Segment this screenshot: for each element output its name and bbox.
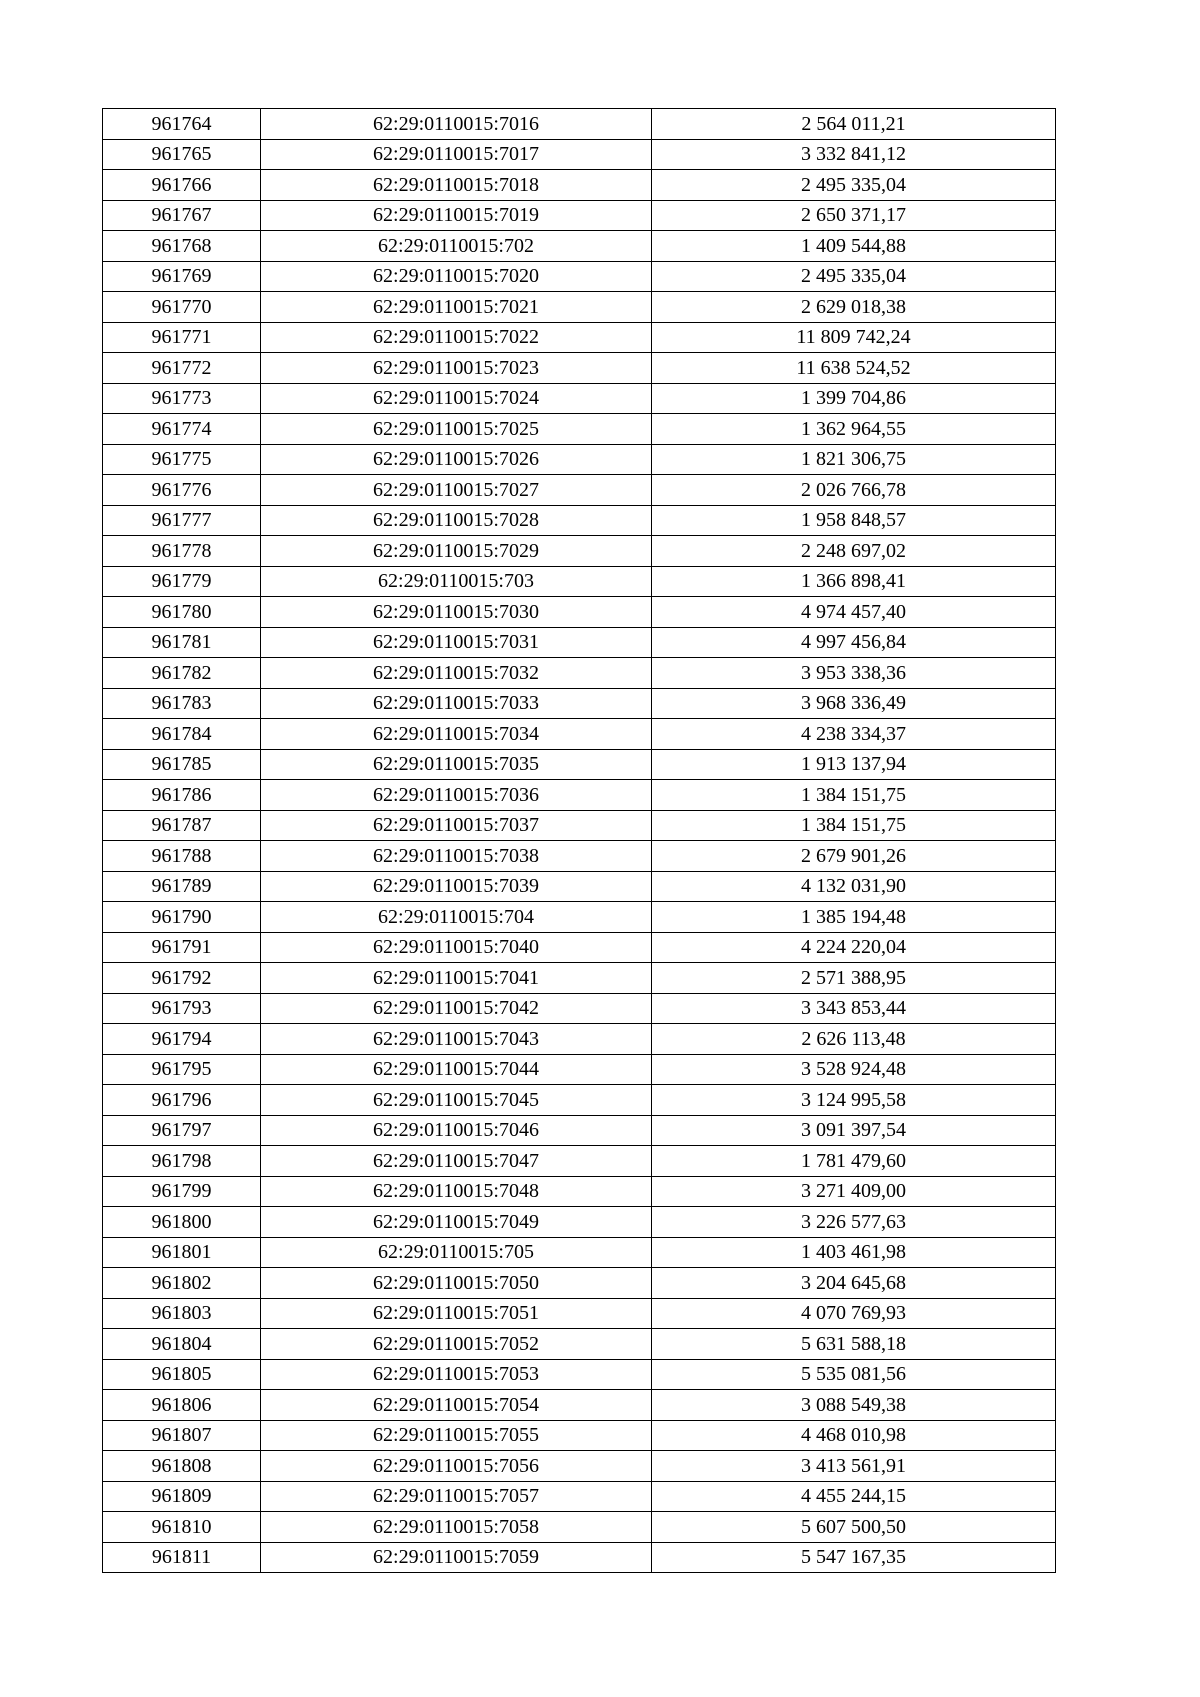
cadastral-number-cell: 62:29:0110015:7034 bbox=[261, 719, 652, 750]
cadastral-value-cell: 1 384 151,75 bbox=[652, 780, 1056, 811]
row-number-cell: 961800 bbox=[103, 1207, 261, 1238]
cadastral-number-cell: 62:29:0110015:7046 bbox=[261, 1115, 652, 1146]
row-number-cell: 961766 bbox=[103, 170, 261, 201]
row-number-cell: 961784 bbox=[103, 719, 261, 750]
cadastral-number-cell: 62:29:0110015:7019 bbox=[261, 200, 652, 231]
cadastral-number-cell: 62:29:0110015:7022 bbox=[261, 322, 652, 353]
cadastral-value-cell: 3 271 409,00 bbox=[652, 1176, 1056, 1207]
table-row bbox=[103, 1207, 1056, 1238]
row-number-cell: 961796 bbox=[103, 1085, 261, 1116]
cadastral-value-cell: 3 968 336,49 bbox=[652, 688, 1056, 719]
row-number-cell: 961802 bbox=[103, 1268, 261, 1299]
row-number-cell: 961785 bbox=[103, 749, 261, 780]
row-number-cell: 961770 bbox=[103, 292, 261, 323]
table-row bbox=[103, 261, 1056, 292]
cadastral-number-cell: 62:29:0110015:7025 bbox=[261, 414, 652, 445]
row-number-cell: 961765 bbox=[103, 139, 261, 170]
cadastral-value-cell: 3 204 645,68 bbox=[652, 1268, 1056, 1299]
cadastral-value-cell: 4 455 244,15 bbox=[652, 1481, 1056, 1512]
row-number-cell: 961798 bbox=[103, 1146, 261, 1177]
row-number-cell: 961790 bbox=[103, 902, 261, 933]
cadastral-value-cell: 3 088 549,38 bbox=[652, 1390, 1056, 1421]
cadastral-number-cell: 62:29:0110015:7052 bbox=[261, 1329, 652, 1360]
cadastral-value-cell: 3 332 841,12 bbox=[652, 139, 1056, 170]
table-row bbox=[103, 536, 1056, 567]
row-number-cell: 961789 bbox=[103, 871, 261, 902]
cadastral-number-cell: 62:29:0110015:7023 bbox=[261, 353, 652, 384]
table-row bbox=[103, 1268, 1056, 1299]
table-row bbox=[103, 414, 1056, 445]
cadastral-number-cell: 62:29:0110015:7036 bbox=[261, 780, 652, 811]
row-number-cell: 961772 bbox=[103, 353, 261, 384]
table-row bbox=[103, 109, 1056, 140]
cadastral-number-cell: 62:29:0110015:7057 bbox=[261, 1481, 652, 1512]
row-number-cell: 961803 bbox=[103, 1298, 261, 1329]
table-row bbox=[103, 322, 1056, 353]
cadastral-number-cell: 62:29:0110015:705 bbox=[261, 1237, 652, 1268]
cadastral-value-cell: 5 535 081,56 bbox=[652, 1359, 1056, 1390]
table-row bbox=[103, 566, 1056, 597]
row-number-cell: 961781 bbox=[103, 627, 261, 658]
row-number-cell: 961794 bbox=[103, 1024, 261, 1055]
cadastral-number-cell: 62:29:0110015:7020 bbox=[261, 261, 652, 292]
row-number-cell: 961804 bbox=[103, 1329, 261, 1360]
row-number-cell: 961797 bbox=[103, 1115, 261, 1146]
cadastral-number-cell: 62:29:0110015:7048 bbox=[261, 1176, 652, 1207]
cadastral-value-cell: 2 629 018,38 bbox=[652, 292, 1056, 323]
cadastral-number-cell: 62:29:0110015:7055 bbox=[261, 1420, 652, 1451]
table-row bbox=[103, 841, 1056, 872]
table-row bbox=[103, 963, 1056, 994]
cadastral-value-cell: 1 385 194,48 bbox=[652, 902, 1056, 933]
cadastral-number-cell: 62:29:0110015:7030 bbox=[261, 597, 652, 628]
cadastral-value-cell: 11 638 524,52 bbox=[652, 353, 1056, 384]
table-row bbox=[103, 1085, 1056, 1116]
cadastral-value-cell: 3 124 995,58 bbox=[652, 1085, 1056, 1116]
cadastral-number-cell: 62:29:0110015:7018 bbox=[261, 170, 652, 201]
table-row bbox=[103, 505, 1056, 536]
table-row bbox=[103, 1054, 1056, 1085]
row-number-cell: 961807 bbox=[103, 1420, 261, 1451]
table-row bbox=[103, 170, 1056, 201]
cadastral-value-table bbox=[102, 108, 1056, 1573]
cadastral-value-cell: 1 384 151,75 bbox=[652, 810, 1056, 841]
cadastral-number-cell: 62:29:0110015:704 bbox=[261, 902, 652, 933]
cadastral-number-cell: 62:29:0110015:7059 bbox=[261, 1542, 652, 1573]
cadastral-value-cell: 1 781 479,60 bbox=[652, 1146, 1056, 1177]
row-number-cell: 961806 bbox=[103, 1390, 261, 1421]
table-row bbox=[103, 1451, 1056, 1482]
row-number-cell: 961811 bbox=[103, 1542, 261, 1573]
table-row bbox=[103, 200, 1056, 231]
table-row bbox=[103, 1390, 1056, 1421]
cadastral-number-cell: 62:29:0110015:702 bbox=[261, 231, 652, 262]
table-row bbox=[103, 1146, 1056, 1177]
cadastral-value-cell: 2 679 901,26 bbox=[652, 841, 1056, 872]
row-number-cell: 961808 bbox=[103, 1451, 261, 1482]
table-row bbox=[103, 597, 1056, 628]
cadastral-value-cell: 3 528 924,48 bbox=[652, 1054, 1056, 1085]
cadastral-number-cell: 62:29:0110015:7053 bbox=[261, 1359, 652, 1390]
cadastral-value-cell: 2 571 388,95 bbox=[652, 963, 1056, 994]
cadastral-value-cell: 2 495 335,04 bbox=[652, 170, 1056, 201]
cadastral-number-cell: 62:29:0110015:7017 bbox=[261, 139, 652, 170]
table-row bbox=[103, 1024, 1056, 1055]
cadastral-number-cell: 62:29:0110015:7028 bbox=[261, 505, 652, 536]
cadastral-value-cell: 1 399 704,86 bbox=[652, 383, 1056, 414]
table-row bbox=[103, 932, 1056, 963]
cadastral-number-cell: 62:29:0110015:7040 bbox=[261, 932, 652, 963]
table-row bbox=[103, 444, 1056, 475]
cadastral-value-cell: 5 607 500,50 bbox=[652, 1512, 1056, 1543]
table-row bbox=[103, 1298, 1056, 1329]
cadastral-number-cell: 62:29:0110015:7027 bbox=[261, 475, 652, 506]
cadastral-number-cell: 62:29:0110015:7031 bbox=[261, 627, 652, 658]
row-number-cell: 961810 bbox=[103, 1512, 261, 1543]
cadastral-number-cell: 62:29:0110015:7037 bbox=[261, 810, 652, 841]
table-row bbox=[103, 231, 1056, 262]
cadastral-value-cell: 3 413 561,91 bbox=[652, 1451, 1056, 1482]
table-row bbox=[103, 1481, 1056, 1512]
cadastral-number-cell: 62:29:0110015:7024 bbox=[261, 383, 652, 414]
table-row bbox=[103, 1176, 1056, 1207]
cadastral-number-cell: 62:29:0110015:7039 bbox=[261, 871, 652, 902]
cadastral-value-cell: 3 226 577,63 bbox=[652, 1207, 1056, 1238]
row-number-cell: 961782 bbox=[103, 658, 261, 689]
cadastral-number-cell: 62:29:0110015:7041 bbox=[261, 963, 652, 994]
table-row bbox=[103, 1512, 1056, 1543]
cadastral-number-cell: 62:29:0110015:703 bbox=[261, 566, 652, 597]
cadastral-number-cell: 62:29:0110015:7054 bbox=[261, 1390, 652, 1421]
table-row bbox=[103, 627, 1056, 658]
cadastral-value-cell: 1 409 544,88 bbox=[652, 231, 1056, 262]
table-row bbox=[103, 993, 1056, 1024]
table-row bbox=[103, 780, 1056, 811]
cadastral-value-cell: 1 366 898,41 bbox=[652, 566, 1056, 597]
cadastral-number-cell: 62:29:0110015:7058 bbox=[261, 1512, 652, 1543]
cadastral-value-cell: 3 343 853,44 bbox=[652, 993, 1056, 1024]
cadastral-number-cell: 62:29:0110015:7050 bbox=[261, 1268, 652, 1299]
cadastral-value-cell: 2 626 113,48 bbox=[652, 1024, 1056, 1055]
row-number-cell: 961805 bbox=[103, 1359, 261, 1390]
cadastral-value-cell: 2 650 371,17 bbox=[652, 200, 1056, 231]
cadastral-number-cell: 62:29:0110015:7038 bbox=[261, 841, 652, 872]
row-number-cell: 961774 bbox=[103, 414, 261, 445]
row-number-cell: 961801 bbox=[103, 1237, 261, 1268]
cadastral-number-cell: 62:29:0110015:7016 bbox=[261, 109, 652, 140]
cadastral-value-cell: 4 997 456,84 bbox=[652, 627, 1056, 658]
row-number-cell: 961799 bbox=[103, 1176, 261, 1207]
table-row bbox=[103, 658, 1056, 689]
table-row bbox=[103, 1542, 1056, 1573]
cadastral-number-cell: 62:29:0110015:7033 bbox=[261, 688, 652, 719]
cadastral-value-cell: 2 564 011,21 bbox=[652, 109, 1056, 140]
row-number-cell: 961783 bbox=[103, 688, 261, 719]
row-number-cell: 961767 bbox=[103, 200, 261, 231]
cadastral-value-cell: 2 248 697,02 bbox=[652, 536, 1056, 567]
table-row bbox=[103, 810, 1056, 841]
row-number-cell: 961777 bbox=[103, 505, 261, 536]
cadastral-number-cell: 62:29:0110015:7051 bbox=[261, 1298, 652, 1329]
cadastral-number-cell: 62:29:0110015:7026 bbox=[261, 444, 652, 475]
table-row bbox=[103, 749, 1056, 780]
cadastral-number-cell: 62:29:0110015:7043 bbox=[261, 1024, 652, 1055]
row-number-cell: 961771 bbox=[103, 322, 261, 353]
cadastral-number-cell: 62:29:0110015:7045 bbox=[261, 1085, 652, 1116]
cadastral-value-cell: 1 403 461,98 bbox=[652, 1237, 1056, 1268]
cadastral-number-cell: 62:29:0110015:7044 bbox=[261, 1054, 652, 1085]
table-row bbox=[103, 1329, 1056, 1360]
cadastral-value-cell: 5 631 588,18 bbox=[652, 1329, 1056, 1360]
table-row bbox=[103, 292, 1056, 323]
cadastral-number-cell: 62:29:0110015:7021 bbox=[261, 292, 652, 323]
cadastral-value-cell: 3 953 338,36 bbox=[652, 658, 1056, 689]
cadastral-number-cell: 62:29:0110015:7047 bbox=[261, 1146, 652, 1177]
row-number-cell: 961776 bbox=[103, 475, 261, 506]
table-row bbox=[103, 902, 1056, 933]
table-row bbox=[103, 1420, 1056, 1451]
table-row bbox=[103, 139, 1056, 170]
cadastral-value-cell: 4 974 457,40 bbox=[652, 597, 1056, 628]
cadastral-number-cell: 62:29:0110015:7035 bbox=[261, 749, 652, 780]
row-number-cell: 961769 bbox=[103, 261, 261, 292]
cadastral-value-cell: 1 362 964,55 bbox=[652, 414, 1056, 445]
cadastral-number-cell: 62:29:0110015:7032 bbox=[261, 658, 652, 689]
table-row bbox=[103, 475, 1056, 506]
row-number-cell: 961775 bbox=[103, 444, 261, 475]
row-number-cell: 961780 bbox=[103, 597, 261, 628]
row-number-cell: 961792 bbox=[103, 963, 261, 994]
cadastral-value-cell: 2 026 766,78 bbox=[652, 475, 1056, 506]
row-number-cell: 961788 bbox=[103, 841, 261, 872]
cadastral-value-cell: 4 224 220,04 bbox=[652, 932, 1056, 963]
cadastral-value-cell: 4 238 334,37 bbox=[652, 719, 1056, 750]
row-number-cell: 961768 bbox=[103, 231, 261, 262]
row-number-cell: 961786 bbox=[103, 780, 261, 811]
cadastral-value-cell: 1 958 848,57 bbox=[652, 505, 1056, 536]
row-number-cell: 961809 bbox=[103, 1481, 261, 1512]
table-row bbox=[103, 871, 1056, 902]
table-row bbox=[103, 1237, 1056, 1268]
cadastral-value-cell: 1 913 137,94 bbox=[652, 749, 1056, 780]
row-number-cell: 961787 bbox=[103, 810, 261, 841]
row-number-cell: 961795 bbox=[103, 1054, 261, 1085]
cadastral-value-cell: 4 070 769,93 bbox=[652, 1298, 1056, 1329]
cadastral-value-cell: 2 495 335,04 bbox=[652, 261, 1056, 292]
cadastral-value-cell: 3 091 397,54 bbox=[652, 1115, 1056, 1146]
table-body bbox=[103, 109, 1056, 1573]
table-row bbox=[103, 353, 1056, 384]
cadastral-value-cell: 11 809 742,24 bbox=[652, 322, 1056, 353]
row-number-cell: 961779 bbox=[103, 566, 261, 597]
row-number-cell: 961791 bbox=[103, 932, 261, 963]
row-number-cell: 961764 bbox=[103, 109, 261, 140]
cadastral-number-cell: 62:29:0110015:7029 bbox=[261, 536, 652, 567]
table-row bbox=[103, 688, 1056, 719]
cadastral-number-cell: 62:29:0110015:7056 bbox=[261, 1451, 652, 1482]
row-number-cell: 961773 bbox=[103, 383, 261, 414]
cadastral-value-cell: 5 547 167,35 bbox=[652, 1542, 1056, 1573]
cadastral-value-cell: 4 132 031,90 bbox=[652, 871, 1056, 902]
cadastral-number-cell: 62:29:0110015:7049 bbox=[261, 1207, 652, 1238]
cadastral-value-cell: 4 468 010,98 bbox=[652, 1420, 1056, 1451]
row-number-cell: 961778 bbox=[103, 536, 261, 567]
cadastral-number-cell: 62:29:0110015:7042 bbox=[261, 993, 652, 1024]
table-row bbox=[103, 383, 1056, 414]
table-row bbox=[103, 1359, 1056, 1390]
table-row bbox=[103, 719, 1056, 750]
table-row bbox=[103, 1115, 1056, 1146]
cadastral-value-cell: 1 821 306,75 bbox=[652, 444, 1056, 475]
row-number-cell: 961793 bbox=[103, 993, 261, 1024]
